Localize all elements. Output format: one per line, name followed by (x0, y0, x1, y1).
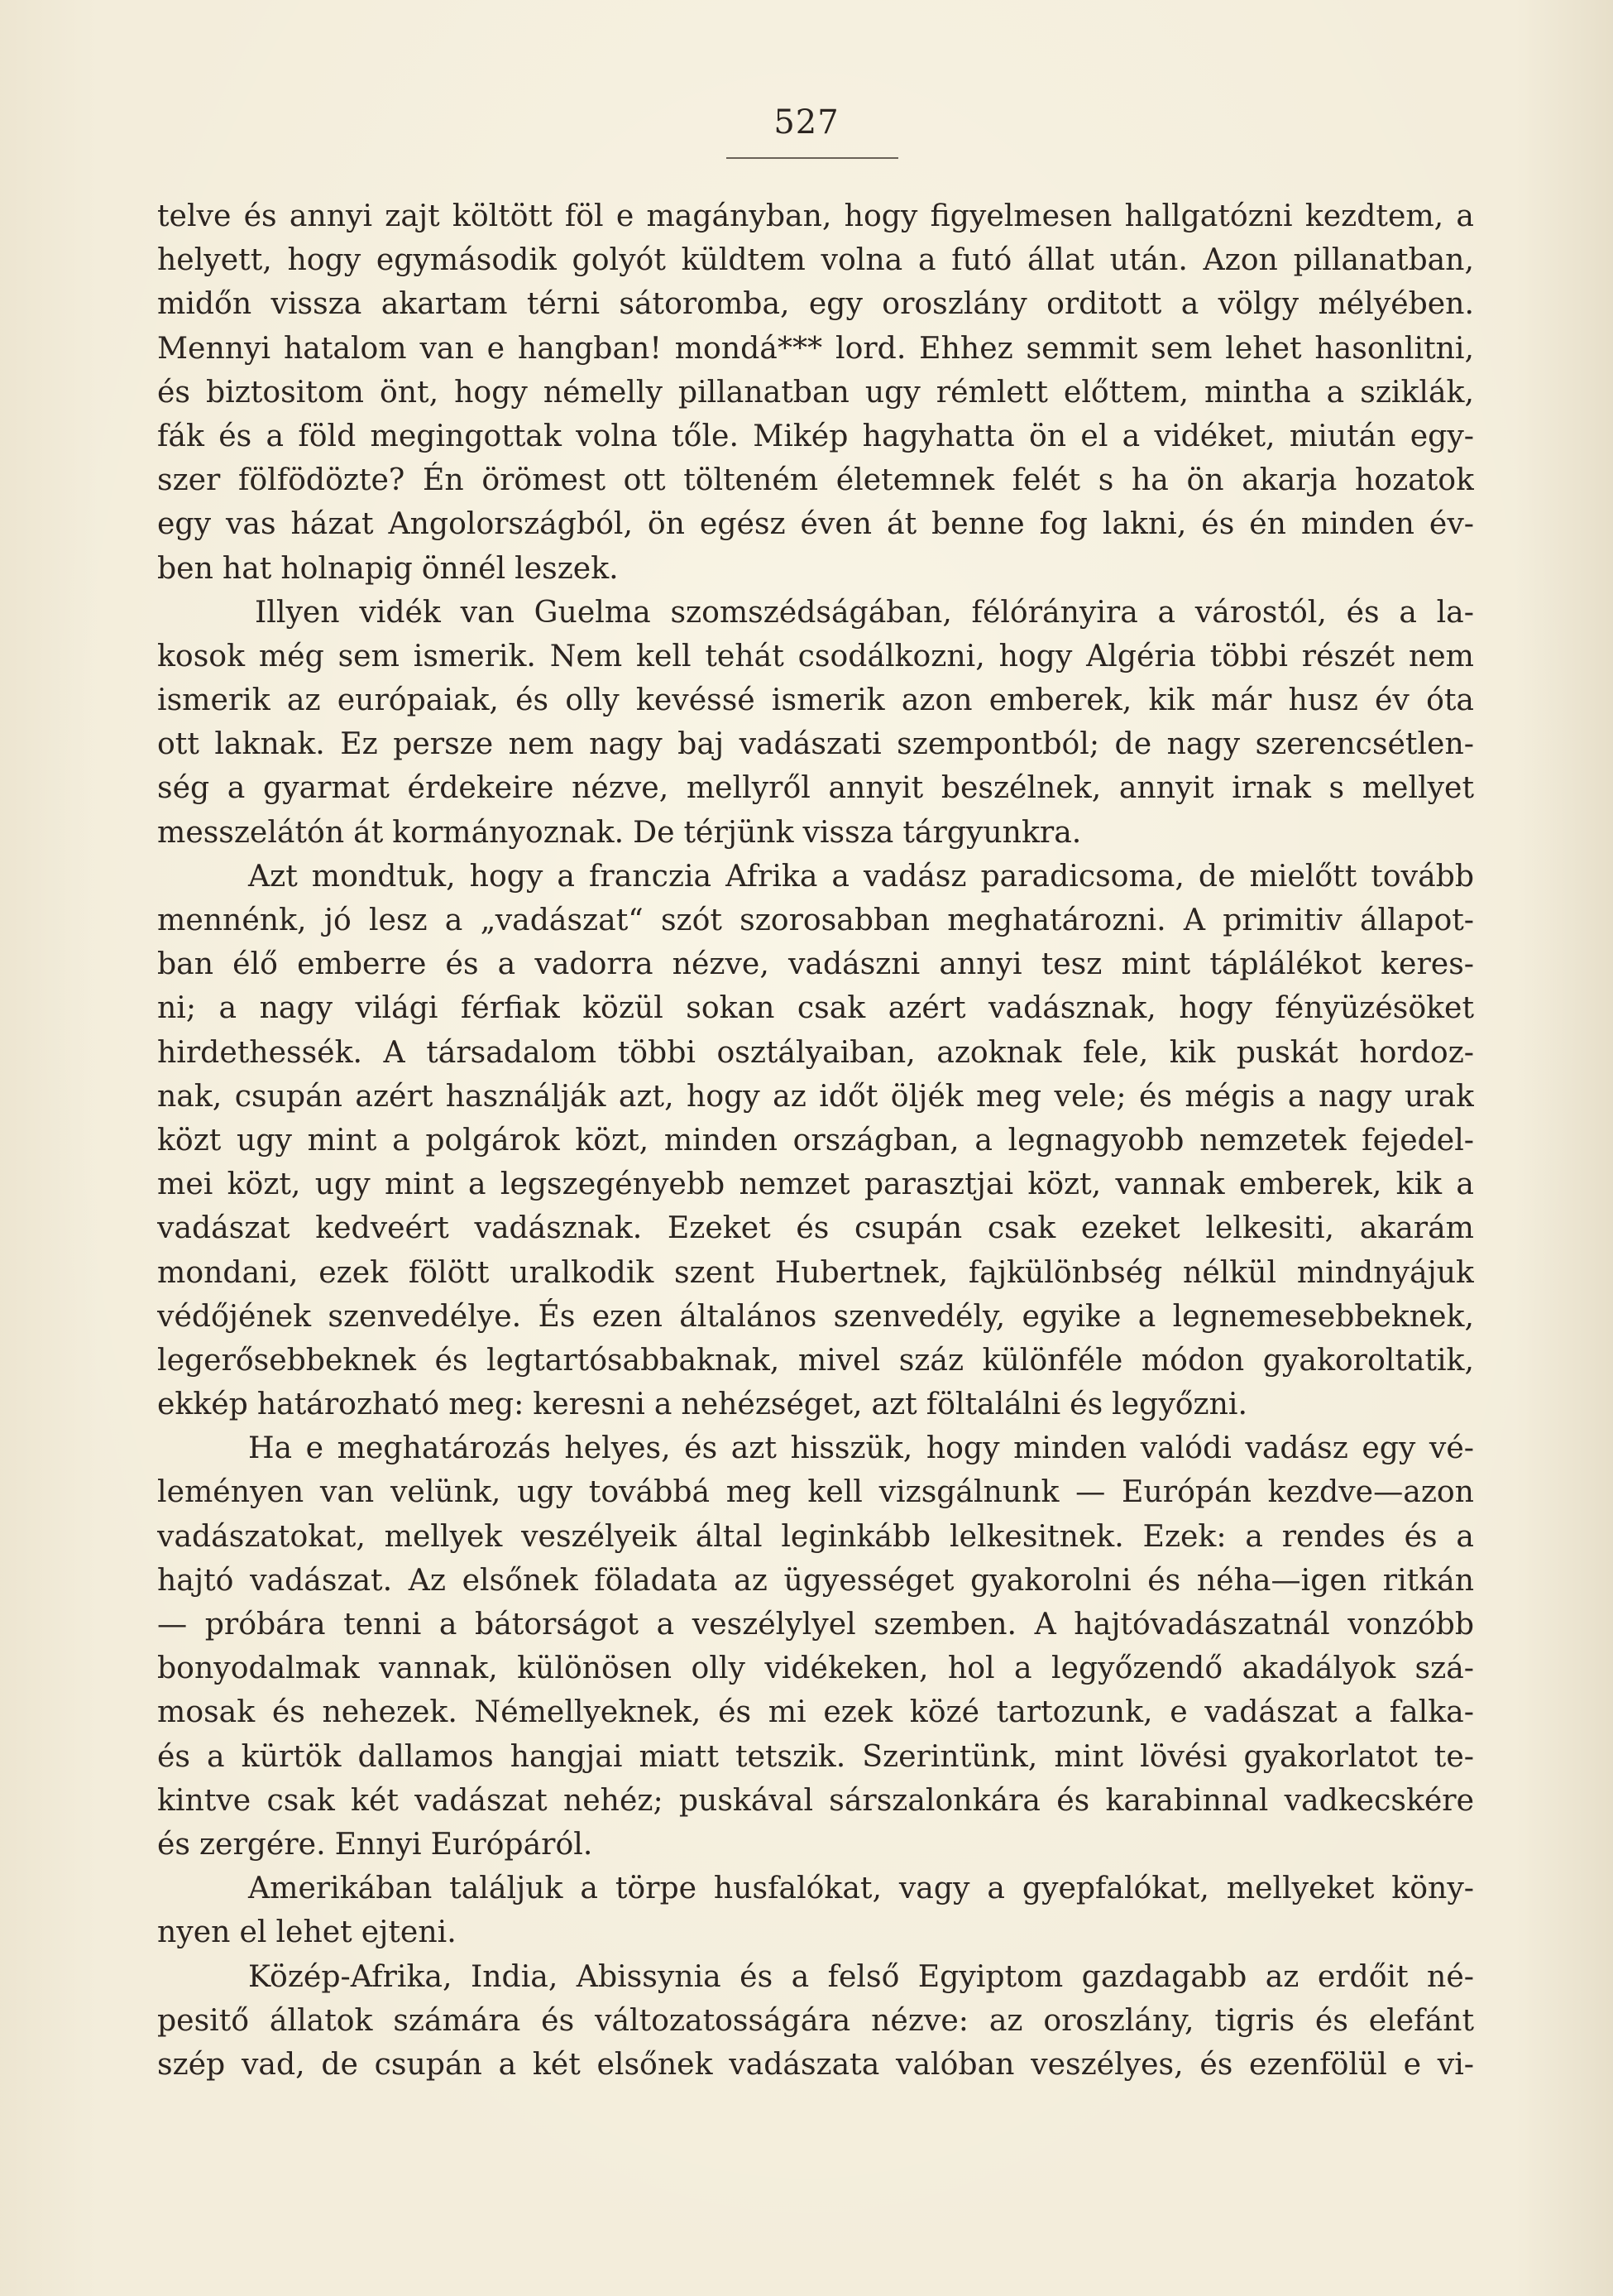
text-line: fák és a föld megingottak volna tőle. Mikép hagyhatta ön el a vidéket, miután egy- (157, 417, 1474, 453)
page-number: 527 (773, 103, 840, 141)
text-line: Mennyi hatalom van e hangban! mondá*** lord. Ehhez semmit sem lehet hasonlitni, (157, 329, 1474, 366)
text-line: szép vad, de csupán a két elsőnek vadászata valóban veszélyes, és ezenfölül e vi- (157, 2045, 1474, 2082)
text-line: mosak és nehezek. Némellyeknek, és mi ezek közé tartozunk, e vadászat a falka- (157, 1694, 1474, 1730)
text-line: pesitő állatok számára és változatosságára nézve: az oroszlány, tigris és elefánt (157, 2001, 1474, 2038)
text-line: leményen van velünk, ugy továbbá meg kell vizsgálnunk — Európán kezdve—azon (157, 1474, 1474, 1510)
text-line: kosok még sem ismerik. Nem kell tehát csodálkozni, hogy Algéria többi részét nem (157, 637, 1474, 673)
text-line: és zergére. Ennyi Európáról. (157, 1825, 593, 1862)
text-line: védőjének szenvedélye. És ezen általános szenvedély, egyike a legnemesebbeknek, (157, 1297, 1474, 1334)
text-line: hirdethessék. A társadalom többi osztályaiban, azoknak fele, kik puskát hordoz- (157, 1033, 1474, 1070)
text-line: és biztositom önt, hogy némelly pillanatban ugy rémlett előttem, mintha a sziklák, (157, 373, 1474, 410)
body-text (157, 194, 1474, 2086)
text-line: messzelátón át kormányoznak. De térjünk vissza tárgyunkra. (157, 813, 1082, 850)
text-line: ott laknak. Ez persze nem nagy baj vadászati szempontból; de nagy szerencsétlen- (157, 726, 1474, 762)
text-line: vadászat kedveért vadásznak. Ezeket és csupán csak ezeket lelkesiti, akarám (157, 1210, 1474, 1246)
text-line: ismerik az európaiak, és olly kevéssé ismerik azon emberek, kik már husz év óta (157, 682, 1474, 718)
text-line: mennénk, jó lesz a „vadászat“ szót szorosabban meghatározni. A primitiv állapot- (157, 902, 1474, 937)
text-line: és a kürtök dallamos hangjai miatt tetszik. Szerintünk, mint lövési gyakorlatot te- (157, 1738, 1474, 1774)
text-line: telve és annyi zajt költött föl e magányban, hogy figyelmesen hallgatózni kezdtem, a (157, 198, 1474, 233)
text-line: ben hat holnapig önnél leszek. (157, 549, 619, 586)
text-line: vadászatokat, mellyek veszélyeik által leginkább lelkesitnek. Ezek: a rendes és a (157, 1517, 1474, 1554)
text-line: egy vas házat Angolországból, ön egész éven át benne fog lakni, és én minden év- (157, 506, 1474, 542)
text-line: helyett, hogy egymásodik golyót küldtem volna a futó állat után. Azon pillanatban, (157, 242, 1474, 278)
paragraph-first-line: Közép-Afrika, India, Abissynia és a felső Egyiptom gazdagabb az erdőit né- (248, 1958, 1474, 1994)
text-line: hajtó vadászat. Az elsőnek föladata az ügyességet gyakorolni és néha—igen ritkán (157, 1561, 1474, 1598)
text-line: nak, csupán azért használják azt, hogy az időt öljék meg vele; és mégis a nagy urak (157, 1077, 1474, 1114)
text-line: mondani, ezek fölött uralkodik szent Hubertnek, fajkülönbség nélkül mindnyájuk (157, 1253, 1474, 1290)
paragraph-first-line: Amerikában találjuk a törpe husfalókat, vagy a gyepfalókat, mellyeket köny- (248, 1870, 1474, 1906)
text-line: ekkép határozható meg: keresni a nehézséget, azt föltalálni és legyőzni. (157, 1386, 1248, 1422)
text-line: ség a gyarmat érdekeire nézve, mellyről annyit beszélnek, annyit irnak s mellyet (157, 769, 1474, 806)
text-line: kintve csak két vadászat nehéz; puskával sárszalonkára és karabinnal vadkecskére (157, 1781, 1474, 1818)
text-line: szer fölfödözte? Én örömest ott tölteném életemnek felét s ha ön akarja hozatok (157, 462, 1474, 498)
text-line: — próbára tenni a bátorságot a veszélylyel szemben. A hajtóvadászatnál vonzóbb (157, 1606, 1474, 1642)
text-line: mei közt, ugy mint a legszegényebb nemzet parasztjai közt, vannak emberek, kik a (157, 1166, 1474, 1202)
text-line: bonyodalmak vannak, különösen olly vidékeken, hol a legyőzendő akadályok szá- (157, 1650, 1474, 1686)
paragraph-first-line: Azt mondtuk, hogy a franczia Afrika a vadász paradicsoma, de mielőtt tovább (248, 857, 1474, 894)
text-line: ni; a nagy világi férfiak közül sokan csak azért vadásznak, hogy fényüzésöket (157, 990, 1474, 1026)
header-rule (726, 157, 898, 159)
text-line: ban élő emberre és a vadorra nézve, vadászni annyi tesz mint táplálékot keres- (157, 946, 1474, 982)
text-line: midőn vissza akartam térni sátoromba, egy oroszlány orditott a völgy mélyében. (157, 285, 1474, 322)
text-line: legerősebbeknek és legtartósabbaknak, mivel száz különféle módon gyakoroltatik, (157, 1341, 1474, 1378)
text-line: közt ugy mint a polgárok közt, minden országban, a legnagyobb nemzetek fejedel- (157, 1121, 1474, 1158)
text-line: nyen el lehet ejteni. (157, 1914, 457, 1950)
paragraph-first-line: Ha e meghatározás helyes, és azt hisszük, hogy minden valódi vadász egy vé- (248, 1430, 1474, 1466)
paragraph-first-line: Illyen vidék van Guelma szomszédságában, félórányira a várostól, és a la- (255, 593, 1474, 630)
